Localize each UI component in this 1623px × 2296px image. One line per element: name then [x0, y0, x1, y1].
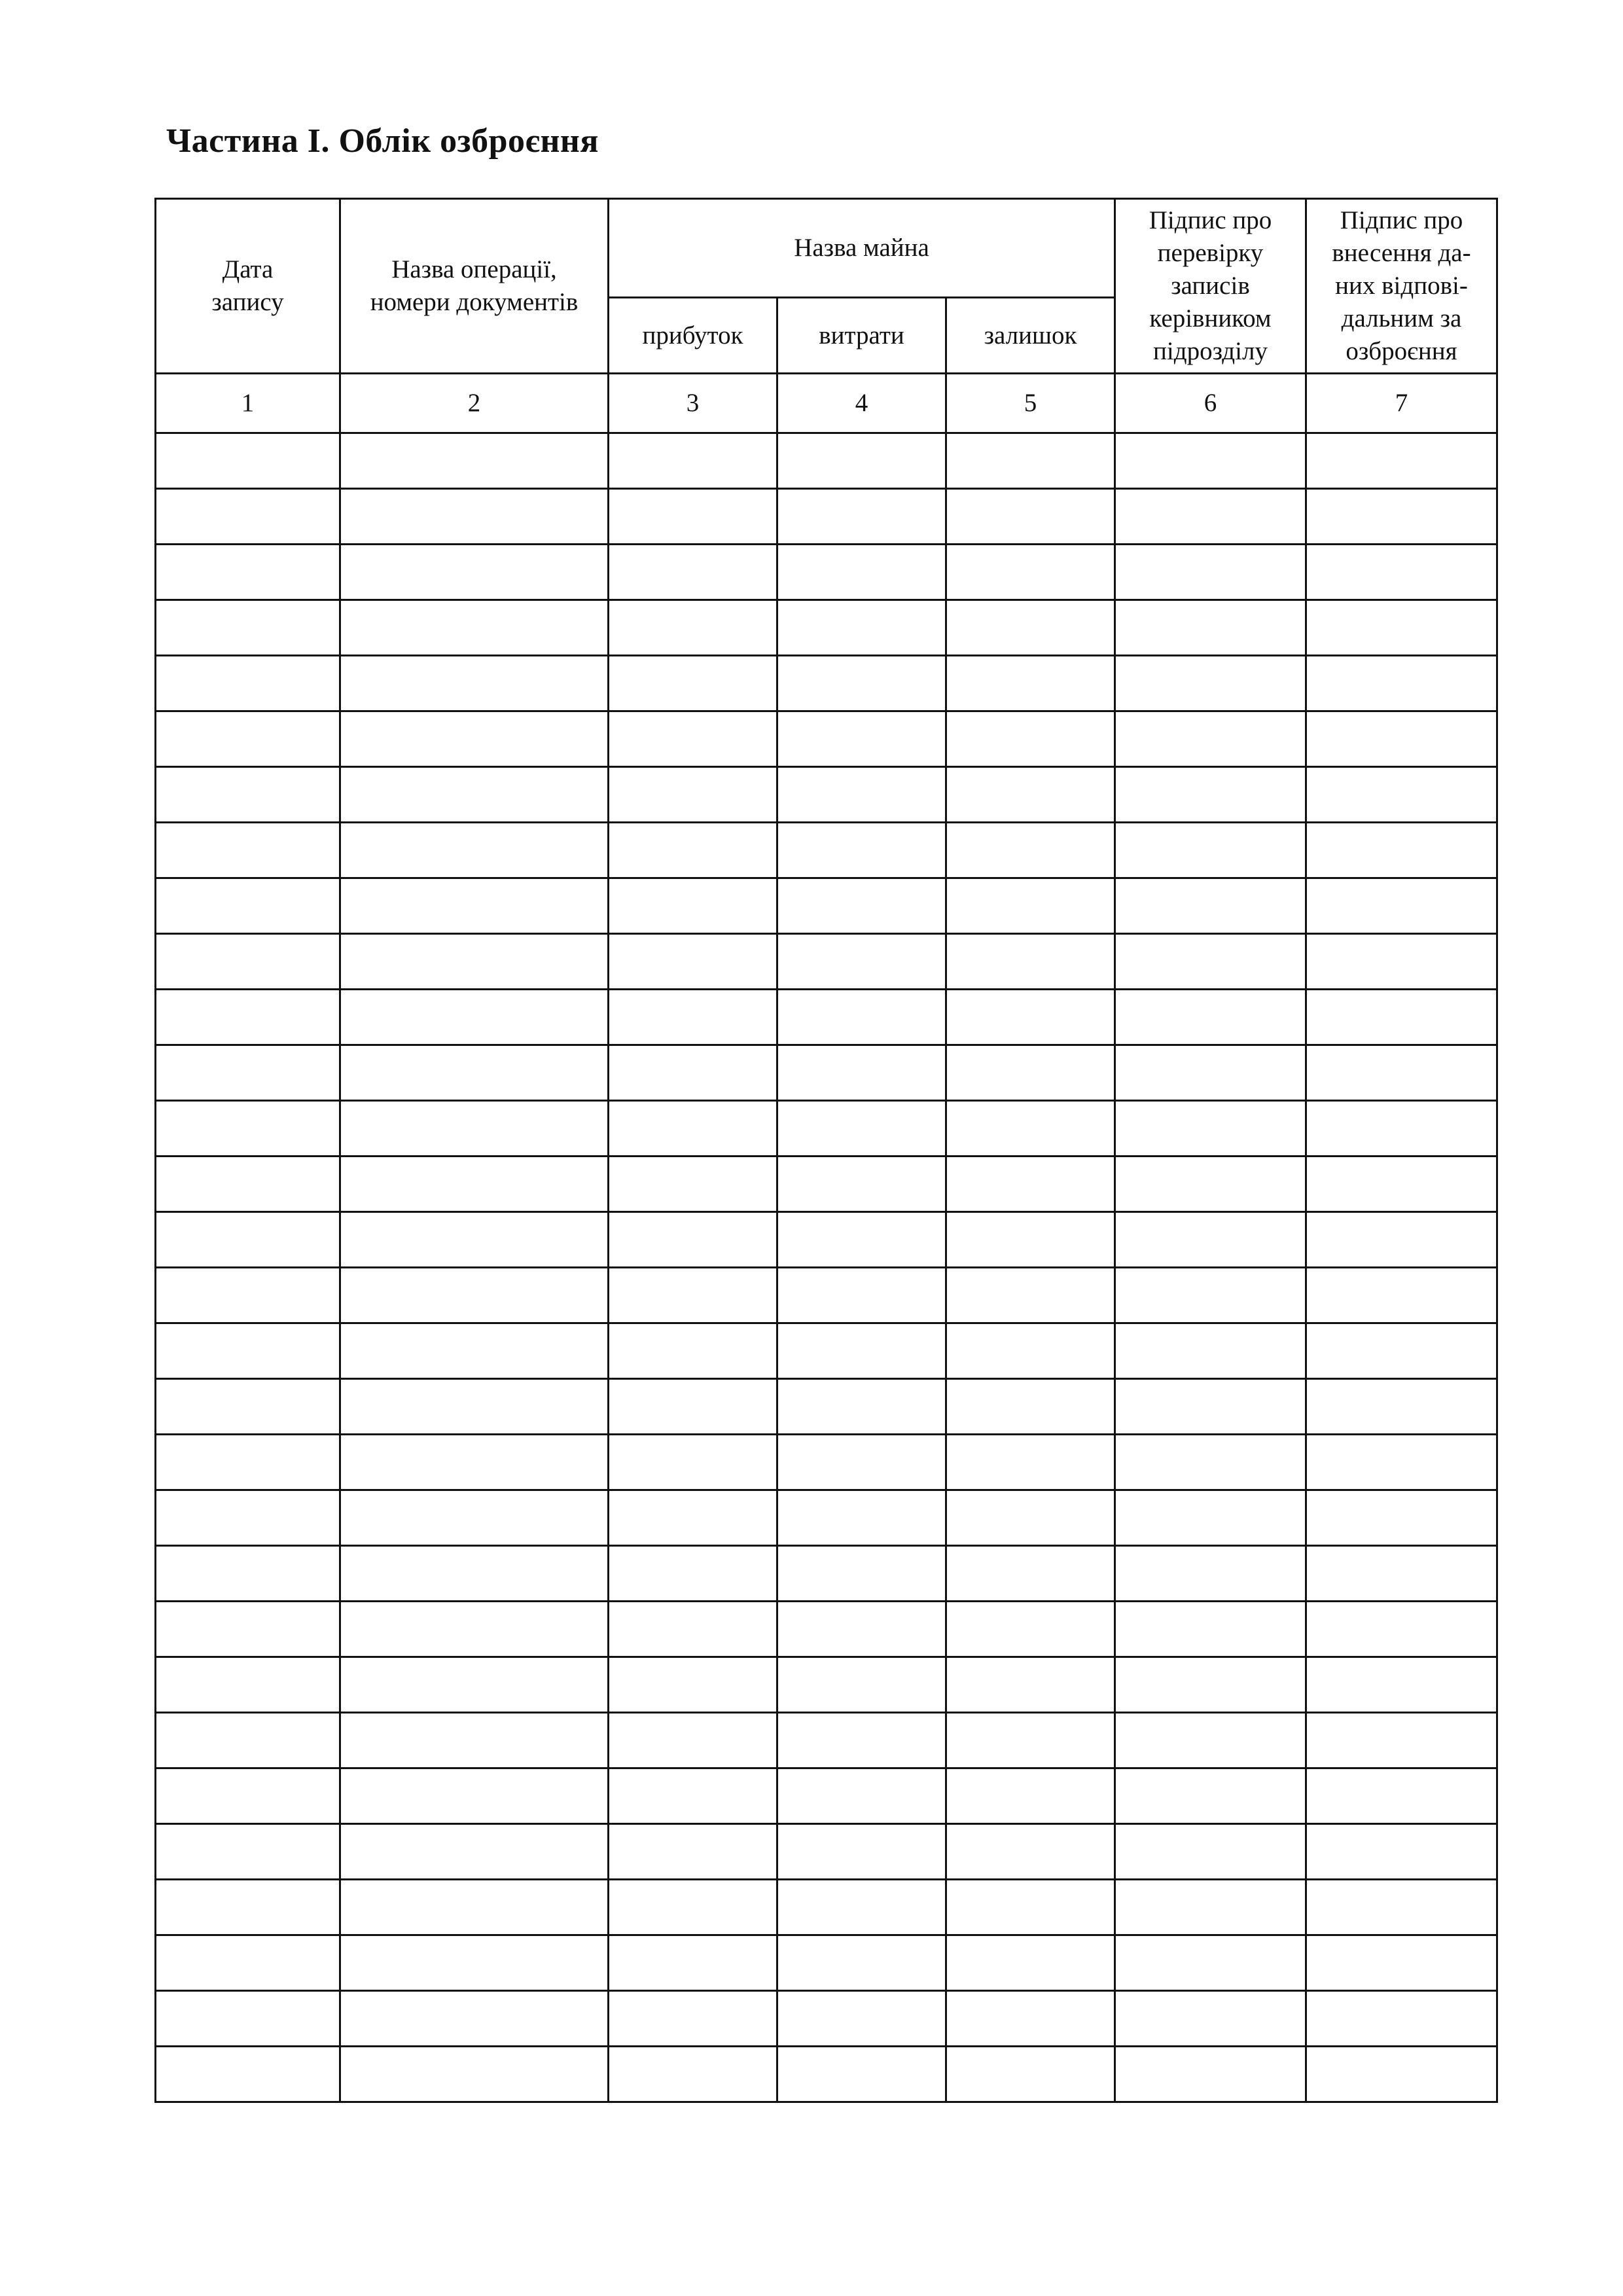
- cell-date[interactable]: [156, 2047, 340, 2102]
- cell-operation[interactable]: [340, 1435, 609, 1490]
- cell-entry-signature[interactable]: [1306, 600, 1497, 656]
- cell-income[interactable]: [609, 1212, 777, 1268]
- cell-check-signature[interactable]: [1115, 2047, 1306, 2102]
- header-income: [609, 298, 777, 374]
- cell-balance[interactable]: [946, 489, 1115, 545]
- cell-expense[interactable]: [777, 1713, 946, 1768]
- column-number: 3: [609, 374, 777, 433]
- cell-expense[interactable]: [777, 656, 946, 711]
- table-row: [156, 1935, 1497, 1991]
- cell-operation[interactable]: [340, 489, 609, 545]
- cell-operation[interactable]: [340, 1824, 609, 1880]
- cell-check-signature[interactable]: [1115, 1657, 1306, 1713]
- cell-entry-signature[interactable]: [1306, 1991, 1497, 2047]
- cell-expense[interactable]: [777, 1880, 946, 1935]
- cell-check-signature[interactable]: [1115, 545, 1306, 600]
- cell-check-signature[interactable]: [1115, 1435, 1306, 1490]
- cell-entry-signature[interactable]: [1306, 1546, 1497, 1602]
- cell-income[interactable]: [609, 711, 777, 767]
- header-entry-signature-label: Підпис про внесення да- них відпові- дальним за озброєння: [1332, 206, 1471, 365]
- cell-operation[interactable]: [340, 1101, 609, 1157]
- cell-balance[interactable]: [946, 1657, 1115, 1713]
- cell-balance[interactable]: [946, 1713, 1115, 1768]
- cell-entry-signature[interactable]: [1306, 990, 1497, 1045]
- cell-entry-signature[interactable]: [1306, 1157, 1497, 1212]
- cell-balance[interactable]: [946, 600, 1115, 656]
- cell-check-signature[interactable]: [1115, 1824, 1306, 1880]
- table-row: [156, 1546, 1497, 1602]
- table-row: [156, 1991, 1497, 2047]
- cell-balance[interactable]: [946, 934, 1115, 990]
- cell-entry-signature[interactable]: [1306, 545, 1497, 600]
- page-title: Частина І. Облік озброєння: [166, 122, 599, 160]
- cell-check-signature[interactable]: [1115, 1490, 1306, 1546]
- cell-operation[interactable]: [340, 990, 609, 1045]
- cell-balance[interactable]: [946, 1435, 1115, 1490]
- cell-income[interactable]: [609, 1657, 777, 1713]
- cell-balance[interactable]: [946, 711, 1115, 767]
- cell-expense[interactable]: [777, 1435, 946, 1490]
- cell-expense[interactable]: [777, 433, 946, 489]
- column-number: 2: [340, 374, 609, 433]
- cell-date[interactable]: [156, 1991, 340, 2047]
- cell-operation[interactable]: [340, 1713, 609, 1768]
- column-number: 4: [777, 374, 946, 433]
- cell-income[interactable]: [609, 600, 777, 656]
- column-number: 6: [1115, 374, 1306, 433]
- cell-balance[interactable]: [946, 545, 1115, 600]
- table-row: [156, 2047, 1497, 2102]
- cell-entry-signature[interactable]: [1306, 1045, 1497, 1101]
- header-operation: [340, 199, 609, 374]
- cell-expense[interactable]: [777, 1546, 946, 1602]
- cell-balance[interactable]: [946, 1880, 1115, 1935]
- cell-expense[interactable]: [777, 1268, 946, 1323]
- cell-date[interactable]: [156, 1768, 340, 1824]
- column-number: 7: [1306, 374, 1497, 433]
- cell-income[interactable]: [609, 1101, 777, 1157]
- cell-balance[interactable]: [946, 990, 1115, 1045]
- cell-check-signature[interactable]: [1115, 1157, 1306, 1212]
- cell-balance[interactable]: [946, 1157, 1115, 1212]
- cell-income[interactable]: [609, 2047, 777, 2102]
- cell-operation[interactable]: [340, 2047, 609, 2102]
- cell-balance[interactable]: [946, 1546, 1115, 1602]
- cell-date[interactable]: [156, 1546, 340, 1602]
- cell-income[interactable]: [609, 489, 777, 545]
- cell-entry-signature[interactable]: [1306, 1768, 1497, 1824]
- cell-balance[interactable]: [946, 1768, 1115, 1824]
- table-row: [156, 823, 1497, 878]
- cell-income[interactable]: [609, 1768, 777, 1824]
- cell-entry-signature[interactable]: [1306, 711, 1497, 767]
- table-row: [156, 656, 1497, 711]
- cell-income[interactable]: [609, 1991, 777, 2047]
- cell-balance[interactable]: [946, 1490, 1115, 1546]
- table-row: [156, 1157, 1497, 1212]
- cell-check-signature[interactable]: [1115, 433, 1306, 489]
- cell-operation[interactable]: [340, 711, 609, 767]
- cell-expense[interactable]: [777, 1379, 946, 1435]
- cell-check-signature[interactable]: [1115, 1546, 1306, 1602]
- cell-operation[interactable]: [340, 878, 609, 934]
- cell-date[interactable]: [156, 1602, 340, 1657]
- column-number: 1: [156, 374, 340, 433]
- cell-entry-signature[interactable]: [1306, 1880, 1497, 1935]
- cell-date[interactable]: [156, 545, 340, 600]
- cell-date[interactable]: [156, 1045, 340, 1101]
- table-row: [156, 711, 1497, 767]
- cell-entry-signature[interactable]: [1306, 934, 1497, 990]
- cell-expense[interactable]: [777, 489, 946, 545]
- table-row: [156, 1713, 1497, 1768]
- cell-date[interactable]: [156, 767, 340, 823]
- table-row: [156, 1435, 1497, 1490]
- cell-operation[interactable]: [340, 1991, 609, 2047]
- header-income-label: прибуток: [642, 321, 743, 350]
- cell-expense[interactable]: [777, 767, 946, 823]
- cell-operation[interactable]: [340, 1768, 609, 1824]
- table-row: [156, 1268, 1497, 1323]
- header-expense-label: витрати: [819, 321, 904, 350]
- cell-operation[interactable]: [340, 600, 609, 656]
- cell-balance[interactable]: [946, 2047, 1115, 2102]
- cell-entry-signature[interactable]: [1306, 1101, 1497, 1157]
- cell-operation[interactable]: [340, 1490, 609, 1546]
- table-row: [156, 433, 1497, 489]
- cell-income[interactable]: [609, 1546, 777, 1602]
- cell-balance[interactable]: [946, 1101, 1115, 1157]
- cell-expense[interactable]: [777, 823, 946, 878]
- table-row: [156, 1824, 1497, 1880]
- cell-entry-signature[interactable]: [1306, 1323, 1497, 1379]
- header-expense: [777, 298, 946, 374]
- table-row: [156, 1880, 1497, 1935]
- cell-date[interactable]: [156, 711, 340, 767]
- cell-date[interactable]: [156, 1379, 340, 1435]
- cell-entry-signature[interactable]: [1306, 1212, 1497, 1268]
- cell-entry-signature[interactable]: [1306, 1713, 1497, 1768]
- cell-entry-signature[interactable]: [1306, 2047, 1497, 2102]
- cell-operation[interactable]: [340, 767, 609, 823]
- header-operation-label: Назва операції, номери документів: [370, 255, 579, 316]
- cell-date[interactable]: [156, 823, 340, 878]
- cell-check-signature[interactable]: [1115, 990, 1306, 1045]
- cell-income[interactable]: [609, 545, 777, 600]
- column-number: 5: [946, 374, 1115, 433]
- cell-balance[interactable]: [946, 656, 1115, 711]
- cell-date[interactable]: [156, 489, 340, 545]
- cell-entry-signature[interactable]: [1306, 1824, 1497, 1880]
- cell-check-signature[interactable]: [1115, 489, 1306, 545]
- cell-expense[interactable]: [777, 934, 946, 990]
- cell-balance[interactable]: [946, 823, 1115, 878]
- cell-check-signature[interactable]: [1115, 1101, 1306, 1157]
- cell-entry-signature[interactable]: [1306, 489, 1497, 545]
- cell-operation[interactable]: [340, 1379, 609, 1435]
- cell-expense[interactable]: [777, 878, 946, 934]
- cell-operation[interactable]: [340, 1157, 609, 1212]
- cell-check-signature[interactable]: [1115, 656, 1306, 711]
- cell-check-signature[interactable]: [1115, 1212, 1306, 1268]
- cell-expense[interactable]: [777, 1824, 946, 1880]
- cell-date[interactable]: [156, 990, 340, 1045]
- cell-expense[interactable]: [777, 1323, 946, 1379]
- cell-check-signature[interactable]: [1115, 767, 1306, 823]
- cell-expense[interactable]: [777, 1045, 946, 1101]
- cell-income[interactable]: [609, 934, 777, 990]
- cell-date[interactable]: [156, 656, 340, 711]
- cell-check-signature[interactable]: [1115, 1323, 1306, 1379]
- header-date: [156, 199, 340, 374]
- cell-operation[interactable]: [340, 823, 609, 878]
- header-date-label: Дата запису: [211, 255, 284, 316]
- header-check-signature: [1115, 199, 1306, 374]
- cell-operation[interactable]: [340, 1935, 609, 1991]
- cell-expense[interactable]: [777, 545, 946, 600]
- cell-check-signature[interactable]: [1115, 1268, 1306, 1323]
- cell-operation[interactable]: [340, 433, 609, 489]
- cell-date[interactable]: [156, 1212, 340, 1268]
- cell-income[interactable]: [609, 767, 777, 823]
- cell-income[interactable]: [609, 823, 777, 878]
- cell-balance[interactable]: [946, 1824, 1115, 1880]
- cell-expense[interactable]: [777, 1212, 946, 1268]
- cell-balance[interactable]: [946, 1212, 1115, 1268]
- cell-check-signature[interactable]: [1115, 1045, 1306, 1101]
- cell-entry-signature[interactable]: [1306, 656, 1497, 711]
- cell-income[interactable]: [609, 1824, 777, 1880]
- cell-income[interactable]: [609, 656, 777, 711]
- cell-entry-signature[interactable]: [1306, 767, 1497, 823]
- cell-income[interactable]: [609, 1435, 777, 1490]
- cell-check-signature[interactable]: [1115, 823, 1306, 878]
- cell-income[interactable]: [609, 1045, 777, 1101]
- cell-entry-signature[interactable]: [1306, 1490, 1497, 1546]
- table-row: [156, 934, 1497, 990]
- cell-income[interactable]: [609, 1490, 777, 1546]
- cell-date[interactable]: [156, 1713, 340, 1768]
- cell-operation[interactable]: [340, 1546, 609, 1602]
- table-row: [156, 1323, 1497, 1379]
- table-row: [156, 1657, 1497, 1713]
- cell-entry-signature[interactable]: [1306, 433, 1497, 489]
- cell-balance[interactable]: [946, 1045, 1115, 1101]
- cell-check-signature[interactable]: [1115, 1935, 1306, 1991]
- header-property: [609, 199, 1115, 298]
- cell-expense[interactable]: [777, 600, 946, 656]
- cell-date[interactable]: [156, 433, 340, 489]
- table-row: [156, 545, 1497, 600]
- cell-date[interactable]: [156, 1935, 340, 1991]
- cell-entry-signature[interactable]: [1306, 1657, 1497, 1713]
- cell-expense[interactable]: [777, 1602, 946, 1657]
- cell-check-signature[interactable]: [1115, 1991, 1306, 2047]
- cell-operation[interactable]: [340, 1323, 609, 1379]
- cell-income[interactable]: [609, 1268, 777, 1323]
- table-row: [156, 1212, 1497, 1268]
- cell-date[interactable]: [156, 1490, 340, 1546]
- table-row: [156, 489, 1497, 545]
- cell-check-signature[interactable]: [1115, 878, 1306, 934]
- cell-income[interactable]: [609, 1935, 777, 1991]
- cell-check-signature[interactable]: [1115, 1768, 1306, 1824]
- cell-entry-signature[interactable]: [1306, 1268, 1497, 1323]
- cell-operation[interactable]: [340, 545, 609, 600]
- cell-expense[interactable]: [777, 1101, 946, 1157]
- cell-check-signature[interactable]: [1115, 1880, 1306, 1935]
- cell-date[interactable]: [156, 1323, 340, 1379]
- header-entry-signature: [1306, 199, 1497, 374]
- cell-income[interactable]: [609, 1880, 777, 1935]
- table-row: [156, 1045, 1497, 1101]
- header-property-label: Назва майна: [794, 234, 929, 262]
- cell-check-signature[interactable]: [1115, 711, 1306, 767]
- cell-expense[interactable]: [777, 1991, 946, 2047]
- cell-expense[interactable]: [777, 2047, 946, 2102]
- cell-income[interactable]: [609, 1323, 777, 1379]
- cell-income[interactable]: [609, 1602, 777, 1657]
- cell-entry-signature[interactable]: [1306, 1379, 1497, 1435]
- table-row: [156, 600, 1497, 656]
- header-balance: [946, 298, 1115, 374]
- cell-expense[interactable]: [777, 711, 946, 767]
- ledger-body: [156, 433, 1497, 2102]
- cell-operation[interactable]: [340, 1212, 609, 1268]
- header-balance-label: залишок: [984, 321, 1077, 350]
- cell-expense[interactable]: [777, 1157, 946, 1212]
- cell-operation[interactable]: [340, 1268, 609, 1323]
- cell-balance[interactable]: [946, 1323, 1115, 1379]
- cell-date[interactable]: [156, 1880, 340, 1935]
- cell-operation[interactable]: [340, 934, 609, 990]
- cell-balance[interactable]: [946, 1379, 1115, 1435]
- cell-balance[interactable]: [946, 1602, 1115, 1657]
- cell-income[interactable]: [609, 433, 777, 489]
- column-numbers-row: [156, 374, 1497, 433]
- cell-expense[interactable]: [777, 1490, 946, 1546]
- cell-balance[interactable]: [946, 1935, 1115, 1991]
- cell-balance[interactable]: [946, 433, 1115, 489]
- table-row: [156, 990, 1497, 1045]
- table-row: [156, 1101, 1497, 1157]
- cell-entry-signature[interactable]: [1306, 1602, 1497, 1657]
- cell-entry-signature[interactable]: [1306, 1435, 1497, 1490]
- cell-check-signature[interactable]: [1115, 600, 1306, 656]
- cell-date[interactable]: [156, 1268, 340, 1323]
- cell-date[interactable]: [156, 1157, 340, 1212]
- cell-date[interactable]: [156, 1101, 340, 1157]
- cell-balance[interactable]: [946, 1268, 1115, 1323]
- cell-income[interactable]: [609, 1379, 777, 1435]
- weapons-ledger-table: [154, 198, 1498, 2103]
- cell-income[interactable]: [609, 1713, 777, 1768]
- table-row: [156, 1379, 1497, 1435]
- cell-entry-signature[interactable]: [1306, 1935, 1497, 1991]
- table-row: [156, 1490, 1497, 1546]
- cell-balance[interactable]: [946, 767, 1115, 823]
- cell-check-signature[interactable]: [1115, 1379, 1306, 1435]
- cell-operation[interactable]: [340, 1657, 609, 1713]
- cell-date[interactable]: [156, 1824, 340, 1880]
- cell-check-signature[interactable]: [1115, 1713, 1306, 1768]
- table-row: [156, 878, 1497, 934]
- cell-expense[interactable]: [777, 1768, 946, 1824]
- cell-expense[interactable]: [777, 1657, 946, 1713]
- cell-date[interactable]: [156, 878, 340, 934]
- cell-entry-signature[interactable]: [1306, 823, 1497, 878]
- cell-check-signature[interactable]: [1115, 1602, 1306, 1657]
- cell-date[interactable]: [156, 600, 340, 656]
- cell-expense[interactable]: [777, 1935, 946, 1991]
- cell-operation[interactable]: [340, 1602, 609, 1657]
- cell-check-signature[interactable]: [1115, 934, 1306, 990]
- cell-operation[interactable]: [340, 1880, 609, 1935]
- cell-date[interactable]: [156, 1435, 340, 1490]
- cell-date[interactable]: [156, 934, 340, 990]
- table-row: [156, 767, 1497, 823]
- cell-operation[interactable]: [340, 1045, 609, 1101]
- header-check-signature-label: Підпис про перевірку записів керівником підрозділу: [1149, 206, 1272, 365]
- cell-balance[interactable]: [946, 1991, 1115, 2047]
- cell-date[interactable]: [156, 1657, 340, 1713]
- cell-balance[interactable]: [946, 878, 1115, 934]
- cell-operation[interactable]: [340, 656, 609, 711]
- cell-entry-signature[interactable]: [1306, 878, 1497, 934]
- cell-expense[interactable]: [777, 990, 946, 1045]
- table-row: [156, 1602, 1497, 1657]
- cell-income[interactable]: [609, 990, 777, 1045]
- cell-income[interactable]: [609, 878, 777, 934]
- cell-income[interactable]: [609, 1157, 777, 1212]
- table-row: [156, 1768, 1497, 1824]
